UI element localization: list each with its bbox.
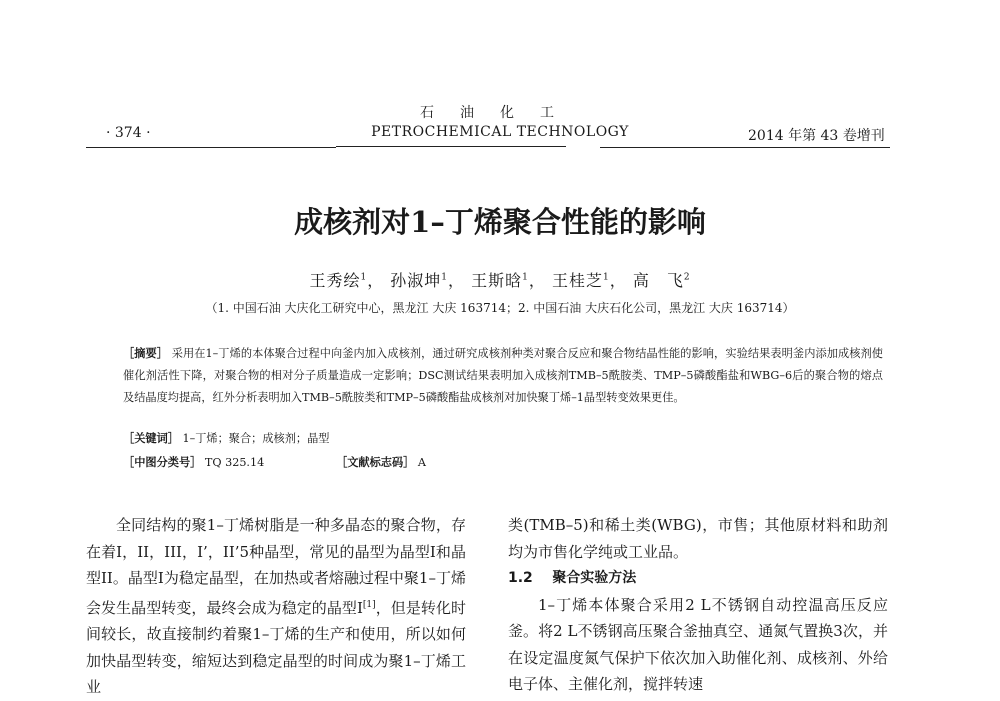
header-rule-left [86, 147, 336, 148]
keywords-label: ［关键词］ [123, 431, 179, 445]
author: 王秀绘 [309, 271, 361, 290]
keywords-text: 1–丁烯；聚合；成核剂；晶型 [182, 432, 330, 445]
author-affil-mark: 1 [360, 272, 368, 283]
paragraph-text: ，但是转化时间较长，故直接制约着聚1–丁烯的生产和使用，所以如何加快晶型转变，缩短达到稳定晶型的时间成为聚1–丁烯工业 [86, 598, 466, 696]
body-paragraph: 类(TMB–5)和稀土类(WBG)，市售；其他原材料和助剂均为市售化学纯或工业品。 [508, 516, 888, 561]
paragraph-text: 全同结构的聚1–丁烯树脂是一种多晶态的聚合物，存在着I，II，III，I’，II’5种晶型，常见的晶型为晶型I和晶型II。晶型I为稳定晶型，在加热或者熔融过程中聚1–丁烯会发生晶型转变，最终会成为稳定的晶型I [86, 516, 466, 617]
clc-value: TQ 325.14 [204, 456, 265, 469]
author: 高 飞 [632, 271, 684, 290]
clc-label: ［中图分类号］ [123, 455, 202, 469]
body-paragraph: 1–丁烯本体聚合采用2 L不锈钢自动控温高压反应釜。将2 L不锈钢高压聚合釜抽真空、通氮气置换3次，并在设定温度氮气保护下依次加入助催化剂、成核剂、外给电子体、主催化剂，搅拌转速 [508, 595, 888, 693]
abstract [123, 342, 883, 409]
affiliation: （1. 中国石油 大庆化工研究中心，黑龙江 大庆 163714；2. 中国石油 大庆石化公司，黑龙江 大庆 163714） [205, 301, 795, 315]
section-number: 1.2 [508, 570, 533, 586]
body-paragraph [86, 512, 466, 701]
abstract-text: 采用在1–丁烯的本体聚合过程中向釜内加入成核剂，通过研究成核剂种类对聚合反应和聚合物结晶性能的影响，实验结果表明釜内添加成核剂使催化剂活性下降，对聚合物的相对分子质量造成一定影响；DSC测试结果表明加入成核剂TMB–5酰胺类、TMP–5磷酸酯盐和WBG–6后的聚合物的熔点及结晶度均提高，红外分析表明加入TMB–5酰胺类和TMP–5磷酸酯盐成核剂对加快聚丁烯–1晶型转变效果更佳。 [123, 347, 883, 404]
header-rule-right [600, 147, 890, 148]
citation: [1] [362, 599, 376, 610]
doc-code-value: A [417, 456, 426, 469]
journal-title-en: PETROCHEMICAL TECHNOLOGY [371, 124, 629, 140]
issue-info: 2014 年第 43 卷增刊 [748, 128, 885, 144]
classification [123, 454, 264, 470]
section-title: 聚合实验方法 [552, 570, 637, 586]
page-number: · 374 · [106, 125, 151, 141]
abstract-label: ［摘要］ [123, 346, 169, 360]
author-affil-mark: 1 [602, 272, 610, 283]
author-affil-mark: 2 [683, 272, 691, 283]
section-heading [508, 565, 888, 592]
body-column-left [86, 512, 466, 701]
journal-title-cn: 石油化工 [420, 105, 580, 121]
author-list: 王秀绘$^1$， 孙淑坤$^1$， 王斯晗$^1$， 王桂芝$^1$， 高 飞$^2$ [309, 271, 691, 290]
keywords [123, 430, 329, 446]
paper-title: 成核剂对1–丁烯聚合性能的影响 [294, 205, 706, 239]
author: 王斯晗 [471, 271, 523, 290]
body-column-right [508, 512, 888, 698]
author: 孙淑坤 [390, 271, 442, 290]
author: 王桂芝 [551, 271, 603, 290]
doc-code-label: ［文献标志码］ [336, 455, 415, 469]
header-rule-center [336, 146, 566, 147]
doc-code [336, 454, 426, 470]
author-affil-mark: 1 [522, 272, 529, 283]
author-affil-mark: 1 [441, 272, 449, 283]
